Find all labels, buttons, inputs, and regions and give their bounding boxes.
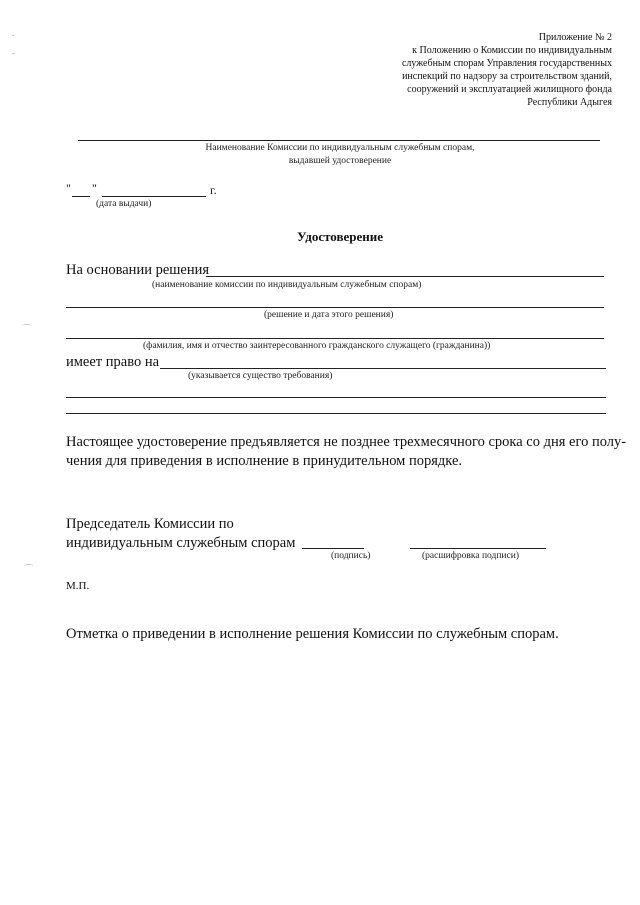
appendix-line: инспекций по надзору за строительством зданий, [402,71,612,82]
person-line [66,338,604,339]
requirement-line [66,413,606,414]
chair-title: Председатель Комиссии по [66,516,234,532]
decision-caption: (решение и дата этого решения) [264,310,394,320]
chair-title: индивидуальным служебным спорам [66,535,296,551]
appendix-line: к Положению о Комиссии по индивидуальным [412,45,612,56]
appendix-line: Приложение № 2 [538,32,612,43]
notice-line: чения для приведения в исполнение в принудительном порядке. [66,453,463,469]
person-caption: (фамилия, имя и отчество заинтересованного гражданского служащего (гражданина)) [143,341,491,351]
requirement-line [66,397,606,398]
right-caption: (указывается существо требования) [188,371,333,381]
date-quote-open: " [66,181,71,195]
notice-line: Настоящее удостоверение предъявляется не позднее трехмесячного срока со дня его полу- [66,434,627,450]
scan-mark: - [12,48,15,58]
appendix-line: Республики Адыгея [527,97,612,108]
commission-caption: выдавшей удостоверение [288,156,392,166]
commission-caption: Наименование Комиссии по индивидуальным служебным спорам, [205,143,475,153]
decision-line [66,307,604,308]
basis-caption: (наименование комиссии по индивидуальным служебным спорам) [152,280,422,290]
signature-line [302,548,364,549]
document-title: Удостоверение [296,229,384,244]
signature-decode-caption: (расшифровка подписи) [422,551,519,561]
date-caption: (дата выдачи) [96,199,152,209]
right-label: имеет право на [66,354,160,370]
execution-note: Отметка о приведении в исполнение решения Комиссии по служебным спорам. [66,626,559,642]
scan-mark: . [12,28,15,38]
appendix-line: служебным спорам Управления государственных [401,58,612,69]
scan-mark: ⌒ [22,324,32,334]
commission-name-line [78,140,600,141]
right-line [160,368,606,369]
date-month-line [102,196,206,197]
basis-line [206,276,604,277]
date-year-suffix: г. [210,183,217,197]
signature-caption: (подпись) [331,551,371,561]
signature-decode-line [410,548,546,549]
date-day-line [72,196,90,197]
basis-label: На основании решения [66,262,210,278]
scan-mark: ⌒ [24,564,34,574]
stamp-place: М.П. [66,580,90,592]
date-quote-close: " [92,181,97,195]
appendix-line: сооружений и эксплуатацией жилищного фонда [407,84,612,95]
